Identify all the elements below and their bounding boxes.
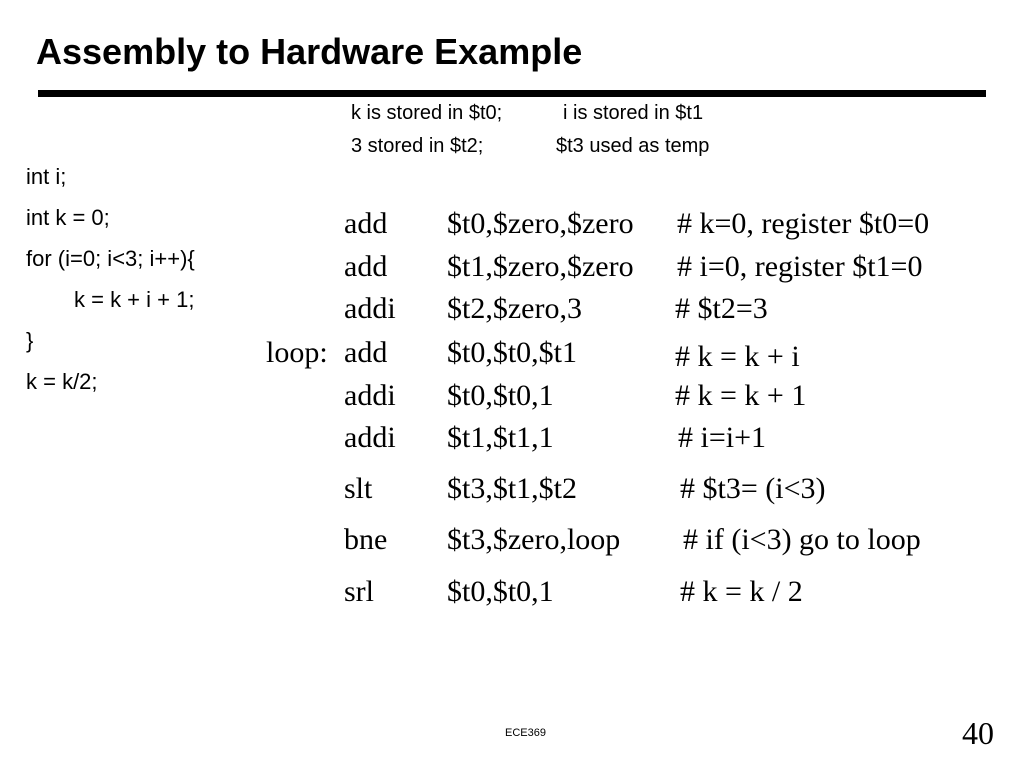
asm-operands: $t1,$t1,1 [447, 421, 554, 454]
register-note-three: 3 stored in $t2; [351, 135, 484, 157]
register-note-i: i is stored in $t1 [563, 102, 704, 124]
title-divider [38, 90, 986, 97]
c-code-line: for (i=0; i<3; i++){ [26, 246, 195, 271]
asm-comment: # k = k + i [675, 340, 800, 373]
asm-operands: $t3,$zero,loop [447, 523, 621, 556]
c-code-line: k = k + i + 1; [74, 287, 195, 312]
footer-course-label: ECE369 [505, 727, 546, 739]
asm-opcode: add [344, 207, 388, 240]
asm-opcode: slt [344, 472, 373, 505]
c-code-line: } [26, 328, 34, 353]
asm-opcode: add [344, 250, 388, 283]
c-code-line: int k = 0; [26, 205, 110, 230]
asm-operands: $t2,$zero,3 [447, 292, 582, 325]
asm-comment: # $t3= (i<3) [680, 472, 826, 505]
asm-comment: # if (i<3) go to loop [683, 523, 921, 556]
c-code-line: k = k/2; [26, 369, 98, 394]
asm-opcode: addi [344, 421, 396, 454]
asm-opcode: addi [344, 292, 396, 325]
register-note-temp: $t3 used as temp [556, 135, 710, 157]
asm-comment: # k=0, register $t0=0 [677, 207, 930, 240]
asm-comment: # i=i+1 [678, 421, 767, 454]
slide-title: Assembly to Hardware Example [36, 31, 583, 72]
page-number: 40 [962, 715, 994, 751]
asm-operands: $t0,$t0,1 [447, 575, 554, 608]
asm-opcode: srl [344, 575, 374, 608]
asm-opcode: bne [344, 523, 388, 556]
asm-operands: $t0,$t0,1 [447, 379, 554, 412]
asm-operands: $t0,$t0,$t1 [447, 336, 578, 369]
asm-opcode: addi [344, 379, 396, 412]
asm-operands: $t3,$t1,$t2 [447, 472, 578, 505]
asm-comment: # $t2=3 [675, 292, 768, 325]
asm-operands: $t0,$zero,$zero [447, 207, 634, 240]
register-note-k: k is stored in $t0; [351, 102, 503, 124]
asm-operands: $t1,$zero,$zero [447, 250, 634, 283]
asm-comment: # i=0, register $t1=0 [677, 250, 923, 283]
asm-loop-label: loop: [266, 336, 328, 369]
c-code-line: int i; [26, 164, 67, 189]
asm-comment: # k = k + 1 [675, 379, 807, 412]
asm-opcode: add [344, 336, 388, 369]
asm-comment: # k = k / 2 [680, 575, 803, 608]
